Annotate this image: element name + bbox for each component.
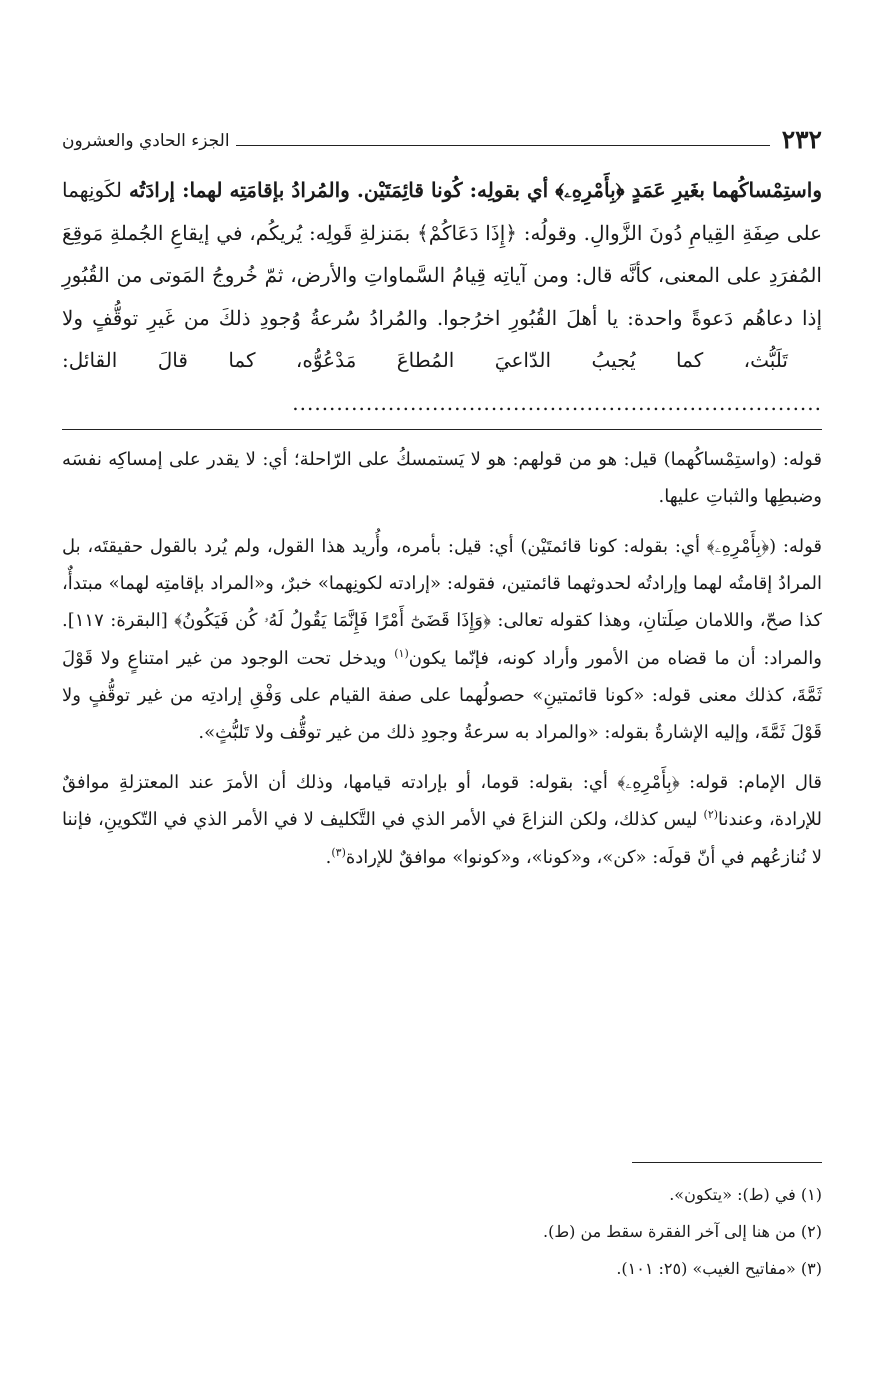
main-text-line: القائل:	[62, 348, 118, 373]
main-text	[62, 169, 822, 425]
footnote-ref[interactable]: (١)	[394, 646, 409, 660]
page-number: ٢٣٢	[781, 125, 822, 154]
footnote: (١) في (ط): «يتكون».	[669, 1185, 822, 1204]
footnote-ref[interactable]: (٢)	[703, 808, 719, 822]
footnote-ref[interactable]: (٣)	[331, 845, 346, 859]
commentary	[62, 441, 822, 876]
main-text-line: واستِمْساكُهما بغَيرِ عَمَدٍ ﴿بِأَمْرِهِۦ﴾ أي بقولِه: كُونا قائِمَتَيْن. والمُرادُ بإقامَتِه لهما: إرادَتُه	[121, 178, 822, 202]
main-text-line: سُرعةُ وُجودِ ذلكَ من غَيرِ توقُّفٍ ولا تَلَبُّث، كما يُجيبُ الدّاعيَ المُطاعَ مَدْعُوُّه، كما قالَ	[62, 305, 788, 373]
footnote-rule	[632, 1162, 822, 1163]
commentary-text: ليس كذلك، ولكن النزاعَ في الأمر الذي في التَّكليف لا في الأمر الذي في التّكوينِ، فإننا لا نُنازعُهم في أنّ قولَه: «كن»، و«كونا»، و«كونوا» موافقٌ للإرادة	[62, 809, 822, 868]
main-text-line: إيقاعِ الجُملةِ مَوقِعَ المُفرَدِ على المعنى، كأنَّه قال: ومن آياتِه قِيامُ السَّماواتِ والأرض،	[62, 220, 822, 288]
text-separator	[62, 429, 822, 430]
header-rule	[236, 145, 770, 146]
commentary-text: .	[325, 846, 332, 868]
book-page	[62, 112, 822, 1312]
ellipsis-dots: ........................................................................	[292, 390, 822, 415]
commentary-paragraph: قوله: (واستِمْساكُهما) قيل: هو من قولهم: هو لا يَستمسكُ على الرّاحلة؛ أي: لا يقدر على إمساكِه نفسَه وضبطِها والثباتِ عليها.	[62, 448, 822, 507]
commentary-text: قال الإمام: قوله: ﴿بِأَمْرِهِۦ﴾ أي: بقوله: قوما، أو بإرادته قيامها، وذلك أن الأمرَ عند المعتزلةِ موافقٌ للإرادة، وعندنا	[62, 772, 822, 831]
main-text-line: لكَونِهما على صِفَةِ القِيامِ دُونَ الزَّوالِ. وقولُه: ﴿إِذَا دَعَاكُمْ﴾ بمَنزلةِ قَولِه: يُريكُم، في	[62, 178, 823, 245]
main-text-line: ثمّ خُروجُ المَوتى من القُبُورِ إذا دعاهُم دَعوةً واحدة: يا أهلَ القُبُورِ اخرُجوا. والمُرادُ	[62, 263, 823, 330]
footnote: (٣) «مفاتيح الغيب» (٢٥: ١٠١).	[616, 1259, 822, 1278]
footnotes	[62, 1176, 822, 1287]
commentary-paragraph	[62, 764, 822, 876]
commentary-paragraph	[62, 528, 822, 751]
running-header	[62, 112, 822, 152]
commentary-text: ويدخل تحت الوجود من غير امتناعٍ ولا قَوْلَ ثَمَّةَ، كذلك معنى قوله: «كونا قائمتينِ» حصولُهما على صفة القيام على وَفْقِ إرادتِه من غير توقُّفٍ ولا قَوْلَ ثَمَّةَ، وإليه الإشارةُ بقوله: «والمراد به سرعةُ وجودِ ذلك من غير توقُّف ولا تَلبُّثٍ».	[62, 647, 822, 743]
header-title: الجزء الحادي والعشرون	[62, 131, 230, 151]
commentary-text: قوله: (﴿بِأَمْرِهِۦ﴾ أي: بقوله: كونا قائمتَيْن) أي: قيل: بأمره، وأُريد هذا القول، ولم يُرد بالقول حقيقتَه، بل المرادُ إقامتُه لهما وإرادتُه لحدوثهما قائمتين، فقوله: «إرادته لكونِهما» خبرٌ، و«المراد بإقامتِه لهما» مبتدأٌ، كذا صحّ، واللامان صِلَتانِ، وهذا كقوله تعالى: ﴿وَإِذَا قَضَىٰٓ أَمْرًا فَإِنَّمَا يَقُولُ لَهُۥ كُن فَيَكُونُ﴾ [البقرة: ١١٧]. والمراد: أن ما قضاه من الأمور وأراد كونه، فإنّما يكون	[62, 535, 822, 669]
footnote: (٢) من هنا إلى آخر الفقرة سقط من (ط).	[542, 1222, 822, 1241]
